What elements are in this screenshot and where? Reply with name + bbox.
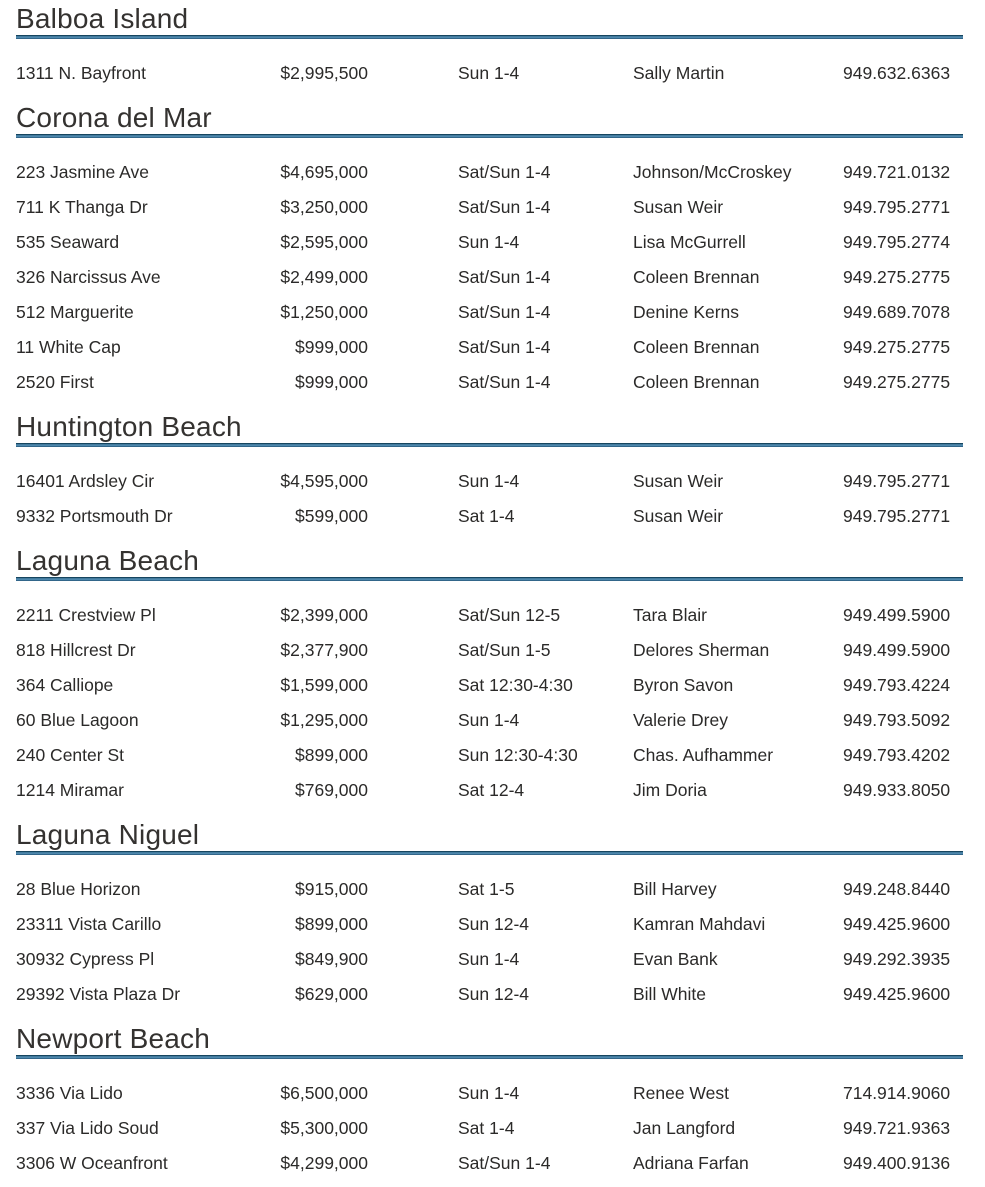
listing-row [16, 499, 963, 534]
listing-phone: 949.425.9600 [843, 984, 951, 1004]
listing-open-time: Sun 1-4 [458, 232, 520, 252]
listing-phone: 949.292.3935 [843, 949, 951, 969]
listing-open-time: Sun 12-4 [458, 914, 530, 934]
listing-address: 364 Calliope [16, 675, 114, 695]
listing-row [16, 190, 963, 225]
listing-row [16, 633, 963, 668]
listing-open-time: Sat/Sun 1-4 [458, 267, 551, 287]
listing-agent: Bill White [633, 984, 706, 1004]
listing-agent: Johnson/McCroskey [633, 162, 792, 182]
listing-open-time: Sun 1-4 [458, 710, 520, 730]
listing-address: 28 Blue Horizon [16, 879, 141, 899]
listing-open-time: Sat/Sun 1-4 [458, 197, 551, 217]
listing-price: $3,250,000 [280, 197, 368, 217]
listing-address: 11 White Cap [16, 337, 121, 357]
listing-agent: Evan Bank [633, 949, 718, 969]
listing-price: $2,499,000 [280, 267, 368, 287]
listing-price: $999,000 [295, 372, 368, 392]
listing-open-time: Sat 12:30-4:30 [458, 675, 573, 695]
listing-agent: Susan Weir [633, 471, 724, 491]
listing-row [16, 330, 963, 365]
listing-agent: Jim Doria [633, 780, 707, 800]
listing-price: $2,399,000 [280, 605, 368, 625]
listing-address: 23311 Vista Carillo [16, 914, 162, 934]
listing-address: 818 Hillcrest Dr [16, 640, 136, 660]
listing-open-time: Sat 1-4 [458, 1118, 515, 1138]
listing-phone: 714.914.9060 [843, 1083, 951, 1103]
listing-phone: 949.795.2771 [843, 471, 951, 491]
listing-price: $599,000 [295, 506, 368, 526]
city-heading: Newport Beach [16, 1023, 211, 1054]
listing-address: 337 Via Lido Soud [16, 1118, 159, 1138]
listing-phone: 949.632.6363 [843, 63, 951, 83]
listing-open-time: Sat 1-4 [458, 506, 515, 526]
listing-address: 16401 Ardsley Cir [16, 471, 155, 491]
listing-phone: 949.400.9136 [843, 1153, 951, 1173]
listing-open-time: Sun 1-4 [458, 63, 520, 83]
listing-rows [16, 138, 963, 406]
listing-agent: Coleen Brennan [633, 267, 760, 287]
listing-agent: Susan Weir [633, 506, 724, 526]
listing-phone: 949.793.4202 [843, 745, 951, 765]
listing-rows [16, 1059, 963, 1187]
listing-phone: 949.275.2775 [843, 337, 951, 357]
city-section [16, 2, 963, 97]
listing-open-time: Sat/Sun 1-4 [458, 337, 551, 357]
listing-address: 29392 Vista Plaza Dr [16, 984, 181, 1004]
listing-row [16, 738, 963, 773]
listing-row [16, 295, 963, 330]
listing-row [16, 1076, 963, 1111]
listing-phone: 949.795.2771 [843, 197, 951, 217]
listing-open-time: Sat 12-4 [458, 780, 525, 800]
listing-row [16, 1146, 963, 1181]
city-section [16, 1022, 963, 1187]
city-section [16, 410, 963, 540]
listing-open-time: Sat/Sun 1-5 [458, 640, 551, 660]
listing-open-time: Sat/Sun 1-4 [458, 162, 551, 182]
listing-row [16, 598, 963, 633]
listing-phone: 949.795.2771 [843, 506, 951, 526]
listing-price: $769,000 [295, 780, 368, 800]
listing-price: $6,500,000 [280, 1083, 368, 1103]
listing-price: $849,900 [295, 949, 368, 969]
listing-price: $629,000 [295, 984, 368, 1004]
listing-agent: Tara Blair [633, 605, 707, 625]
listing-address: 326 Narcissus Ave [16, 267, 161, 287]
listing-open-time: Sun 12-4 [458, 984, 530, 1004]
listing-agent: Bill Harvey [633, 879, 717, 899]
city-section [16, 101, 963, 406]
listing-price: $999,000 [295, 337, 368, 357]
listing-phone: 949.793.5092 [843, 710, 951, 730]
listing-price: $2,595,000 [280, 232, 368, 252]
listing-address: 1214 Miramar [16, 780, 124, 800]
city-section [16, 818, 963, 1018]
listing-phone: 949.499.5900 [843, 605, 951, 625]
listing-row [16, 977, 963, 1012]
listing-row [16, 703, 963, 738]
listing-open-time: Sun 12:30-4:30 [458, 745, 578, 765]
listing-price: $2,995,500 [280, 63, 368, 83]
listing-agent: Chas. Aufhammer [633, 745, 774, 765]
city-heading: Huntington Beach [16, 411, 242, 442]
listing-row [16, 942, 963, 977]
listing-address: 3336 Via Lido [16, 1083, 123, 1103]
listing-agent: Lisa McGurrell [633, 232, 746, 252]
listing-rows [16, 855, 963, 1018]
listing-row [16, 56, 963, 91]
listing-phone: 949.275.2775 [843, 372, 951, 392]
listing-row [16, 260, 963, 295]
listing-row [16, 872, 963, 907]
city-heading: Corona del Mar [16, 102, 212, 133]
listing-row [16, 155, 963, 190]
listing-price: $1,250,000 [280, 302, 368, 322]
listing-address: 512 Marguerite [16, 302, 134, 322]
listing-phone: 949.795.2774 [843, 232, 951, 252]
city-heading: Laguna Beach [16, 545, 200, 576]
listing-row [16, 773, 963, 808]
listing-agent: Coleen Brennan [633, 372, 760, 392]
listing-agent: Coleen Brennan [633, 337, 760, 357]
listing-phone: 949.793.4224 [843, 675, 951, 695]
listing-price: $5,300,000 [280, 1118, 368, 1138]
listing-price: $899,000 [295, 745, 368, 765]
listing-agent: Delores Sherman [633, 640, 770, 660]
listing-rows [16, 447, 963, 540]
city-heading: Laguna Niguel [16, 819, 200, 850]
listing-open-time: Sat/Sun 1-4 [458, 1153, 551, 1173]
listing-agent: Sally Martin [633, 63, 725, 83]
listing-price: $1,295,000 [280, 710, 368, 730]
listing-price: $4,595,000 [280, 471, 368, 491]
listing-address: 2520 First [16, 372, 94, 392]
listing-agent: Susan Weir [633, 197, 724, 217]
listing-address: 60 Blue Lagoon [16, 710, 139, 730]
listing-address: 30932 Cypress Pl [16, 949, 155, 969]
listing-address: 711 K Thanga Dr [16, 197, 148, 217]
listing-price: $899,000 [295, 914, 368, 934]
listing-row [16, 464, 963, 499]
listing-open-time: Sat/Sun 1-4 [458, 372, 551, 392]
listing-open-time: Sat 1-5 [458, 879, 515, 899]
listing-price: $4,299,000 [280, 1153, 368, 1173]
listing-open-time: Sat/Sun 12-5 [458, 605, 561, 625]
listing-agent: Byron Savon [633, 675, 734, 695]
listing-phone: 949.721.9363 [843, 1118, 951, 1138]
listing-address: 9332 Portsmouth Dr [16, 506, 173, 526]
listing-row [16, 1111, 963, 1146]
listing-agent: Renee West [633, 1083, 729, 1103]
listing-address: 2211 Crestview Pl [16, 605, 156, 625]
listing-row [16, 907, 963, 942]
listing-price: $4,695,000 [280, 162, 368, 182]
listing-price: $915,000 [295, 879, 368, 899]
city-heading: Balboa Island [16, 3, 189, 34]
listing-open-time: Sat/Sun 1-4 [458, 302, 551, 322]
open-house-listing-document [16, 2, 963, 1187]
listing-price: $1,599,000 [280, 675, 368, 695]
listing-agent: Adriana Farfan [633, 1153, 749, 1173]
listing-row [16, 365, 963, 400]
listing-row [16, 225, 963, 260]
listing-phone: 949.933.8050 [843, 780, 951, 800]
listing-address: 223 Jasmine Ave [16, 162, 149, 182]
listing-rows [16, 581, 963, 814]
listing-open-time: Sun 1-4 [458, 1083, 520, 1103]
listing-phone: 949.275.2775 [843, 267, 951, 287]
listing-agent: Kamran Mahdavi [633, 914, 766, 934]
listing-phone: 949.248.8440 [843, 879, 951, 899]
listing-address: 535 Seaward [16, 232, 120, 252]
listing-address: 3306 W Oceanfront [16, 1153, 168, 1173]
listing-agent: Denine Kerns [633, 302, 740, 322]
listing-address: 240 Center St [16, 745, 124, 765]
listing-agent: Valerie Drey [633, 710, 728, 730]
listing-phone: 949.499.5900 [843, 640, 951, 660]
listing-rows [16, 39, 963, 97]
city-section [16, 544, 963, 814]
listing-agent: Jan Langford [633, 1118, 736, 1138]
listing-open-time: Sun 1-4 [458, 949, 520, 969]
listing-address: 1311 N. Bayfront [16, 63, 147, 83]
listing-row [16, 668, 963, 703]
listing-open-time: Sun 1-4 [458, 471, 520, 491]
listing-price: $2,377,900 [280, 640, 368, 660]
listing-phone: 949.721.0132 [843, 162, 951, 182]
listing-phone: 949.425.9600 [843, 914, 951, 934]
listing-phone: 949.689.7078 [843, 302, 951, 322]
